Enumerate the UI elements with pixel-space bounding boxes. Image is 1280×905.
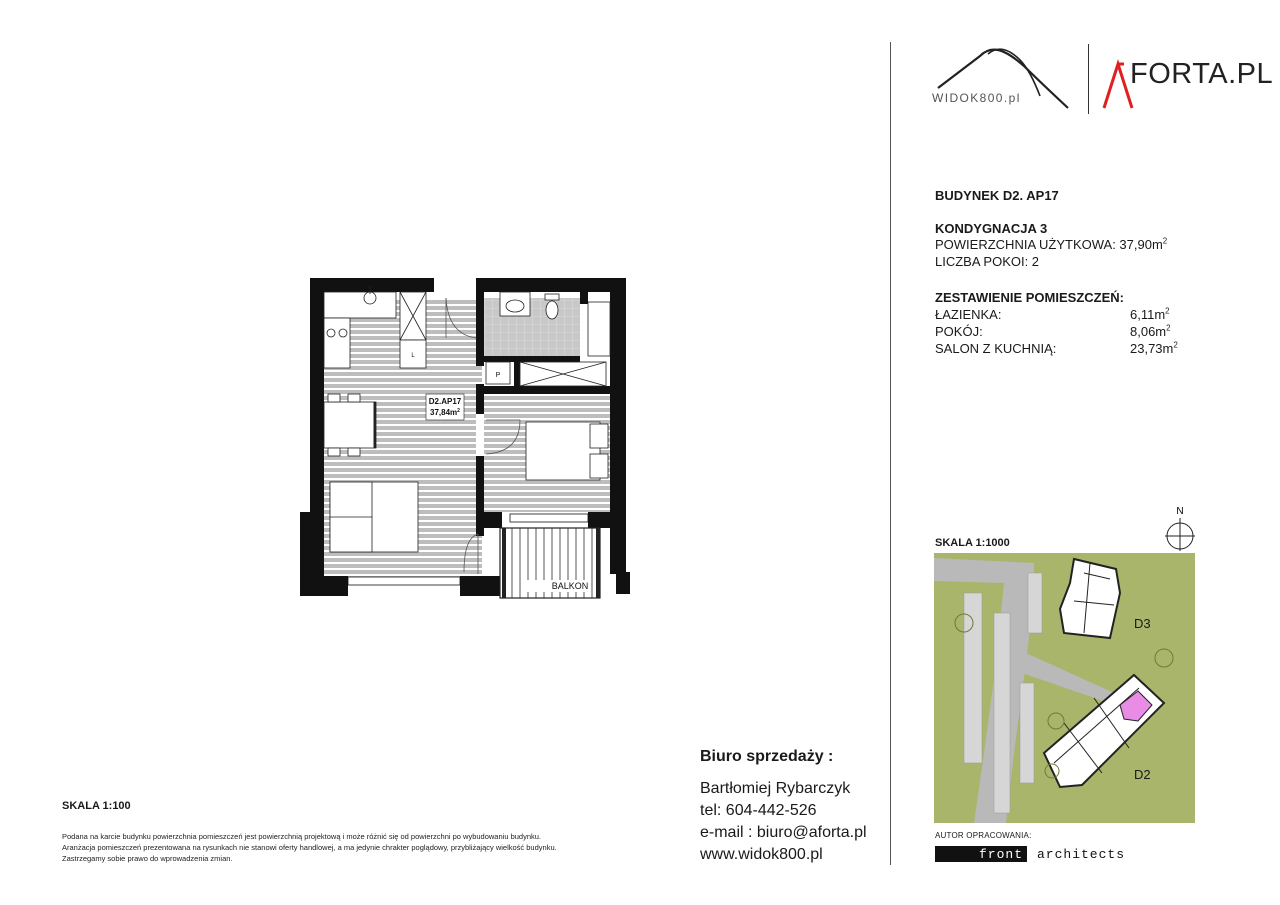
- bed: [526, 422, 608, 480]
- bathroom-floor: [484, 298, 580, 356]
- unit-id: D2.AP17: [428, 397, 462, 406]
- room-row-bathroom: ŁAZIENKA: $6,11m^2$: [935, 306, 1170, 322]
- usable-area: POWIERZCHNIA UŻYTKOWA: $37,90m^2$: [935, 236, 1168, 252]
- closet: [486, 362, 606, 386]
- logo-separator: [1088, 44, 1089, 114]
- sales-email[interactable]: e-mail : biuro@aforta.pl: [700, 824, 867, 841]
- north-arrow-icon: [1163, 504, 1197, 552]
- floor-plan-scale: SKALA 1:100: [62, 800, 131, 812]
- closet-mark: P: [495, 372, 501, 379]
- vertical-divider: [890, 42, 891, 865]
- room-row-living: SALON Z KUCHNIĄ: $23,73m^2$: [935, 340, 1178, 356]
- disclaimer-line: Zastrzegamy sobie prawo do wprowadzenia zmian.: [62, 854, 233, 863]
- site-plan-scale: SKALA 1:1000: [935, 537, 1010, 549]
- north-label: N: [1176, 506, 1184, 517]
- floor-label: KONDYGNACJA 3: [935, 221, 1048, 236]
- apartment-floor-plan: [300, 276, 632, 602]
- author-logo-front: front: [978, 847, 1023, 862]
- room-row-bedroom: POKÓJ: $8,06m^2$: [935, 323, 1171, 339]
- disclaimer-line: Podana na karcie budynku powierzchnia pomieszczeń jest powierzchnią projektową i może różnić się od powierzchni po wybudowaniu budynku.: [62, 832, 542, 841]
- sofa: [330, 482, 418, 552]
- sales-office-title: Biuro sprzedaży :: [700, 748, 834, 765]
- unit-area-sup: 2: [457, 408, 460, 414]
- sales-phone[interactable]: tel: 604-442-526: [700, 802, 817, 819]
- building-title: BUDYNEK D2. AP17: [935, 188, 1059, 203]
- sales-website[interactable]: www.widok800.pl: [700, 846, 823, 863]
- sales-person: Bartłomiej Rybarczyk: [700, 780, 851, 797]
- label-d2: D2: [1134, 767, 1151, 782]
- front-architects-logo: [935, 846, 1135, 862]
- author-label: AUTOR OPRACOWANIA:: [935, 831, 1032, 840]
- unit-area: $37,84m^2$: [430, 408, 460, 417]
- aforta-logo-text: FORTA.PL: [1130, 58, 1274, 90]
- room-count: LICZBA POKOI: 2: [935, 254, 1040, 269]
- balcony: [500, 528, 600, 598]
- author-logo-architects: architects: [1037, 847, 1126, 862]
- rooms-summary-title: ZESTAWIENIE POMIESZCZEŃ:: [935, 290, 1124, 305]
- balcony-label: BALKON: [551, 581, 589, 591]
- disclaimer-line: Aranżacja pomieszczeń prezentowana na rysunkach nie stanowi oferty handlowej, a ma jedynie chrakter poglądowy, przybliżający wielkość budynku.: [62, 843, 557, 852]
- fridge-mark: L: [411, 353, 415, 359]
- dining-table: [324, 394, 376, 456]
- site-plan-map: [934, 553, 1195, 823]
- widok800-logo-text: WIDOK800.pl: [932, 91, 1021, 105]
- label-d3: D3: [1134, 616, 1151, 631]
